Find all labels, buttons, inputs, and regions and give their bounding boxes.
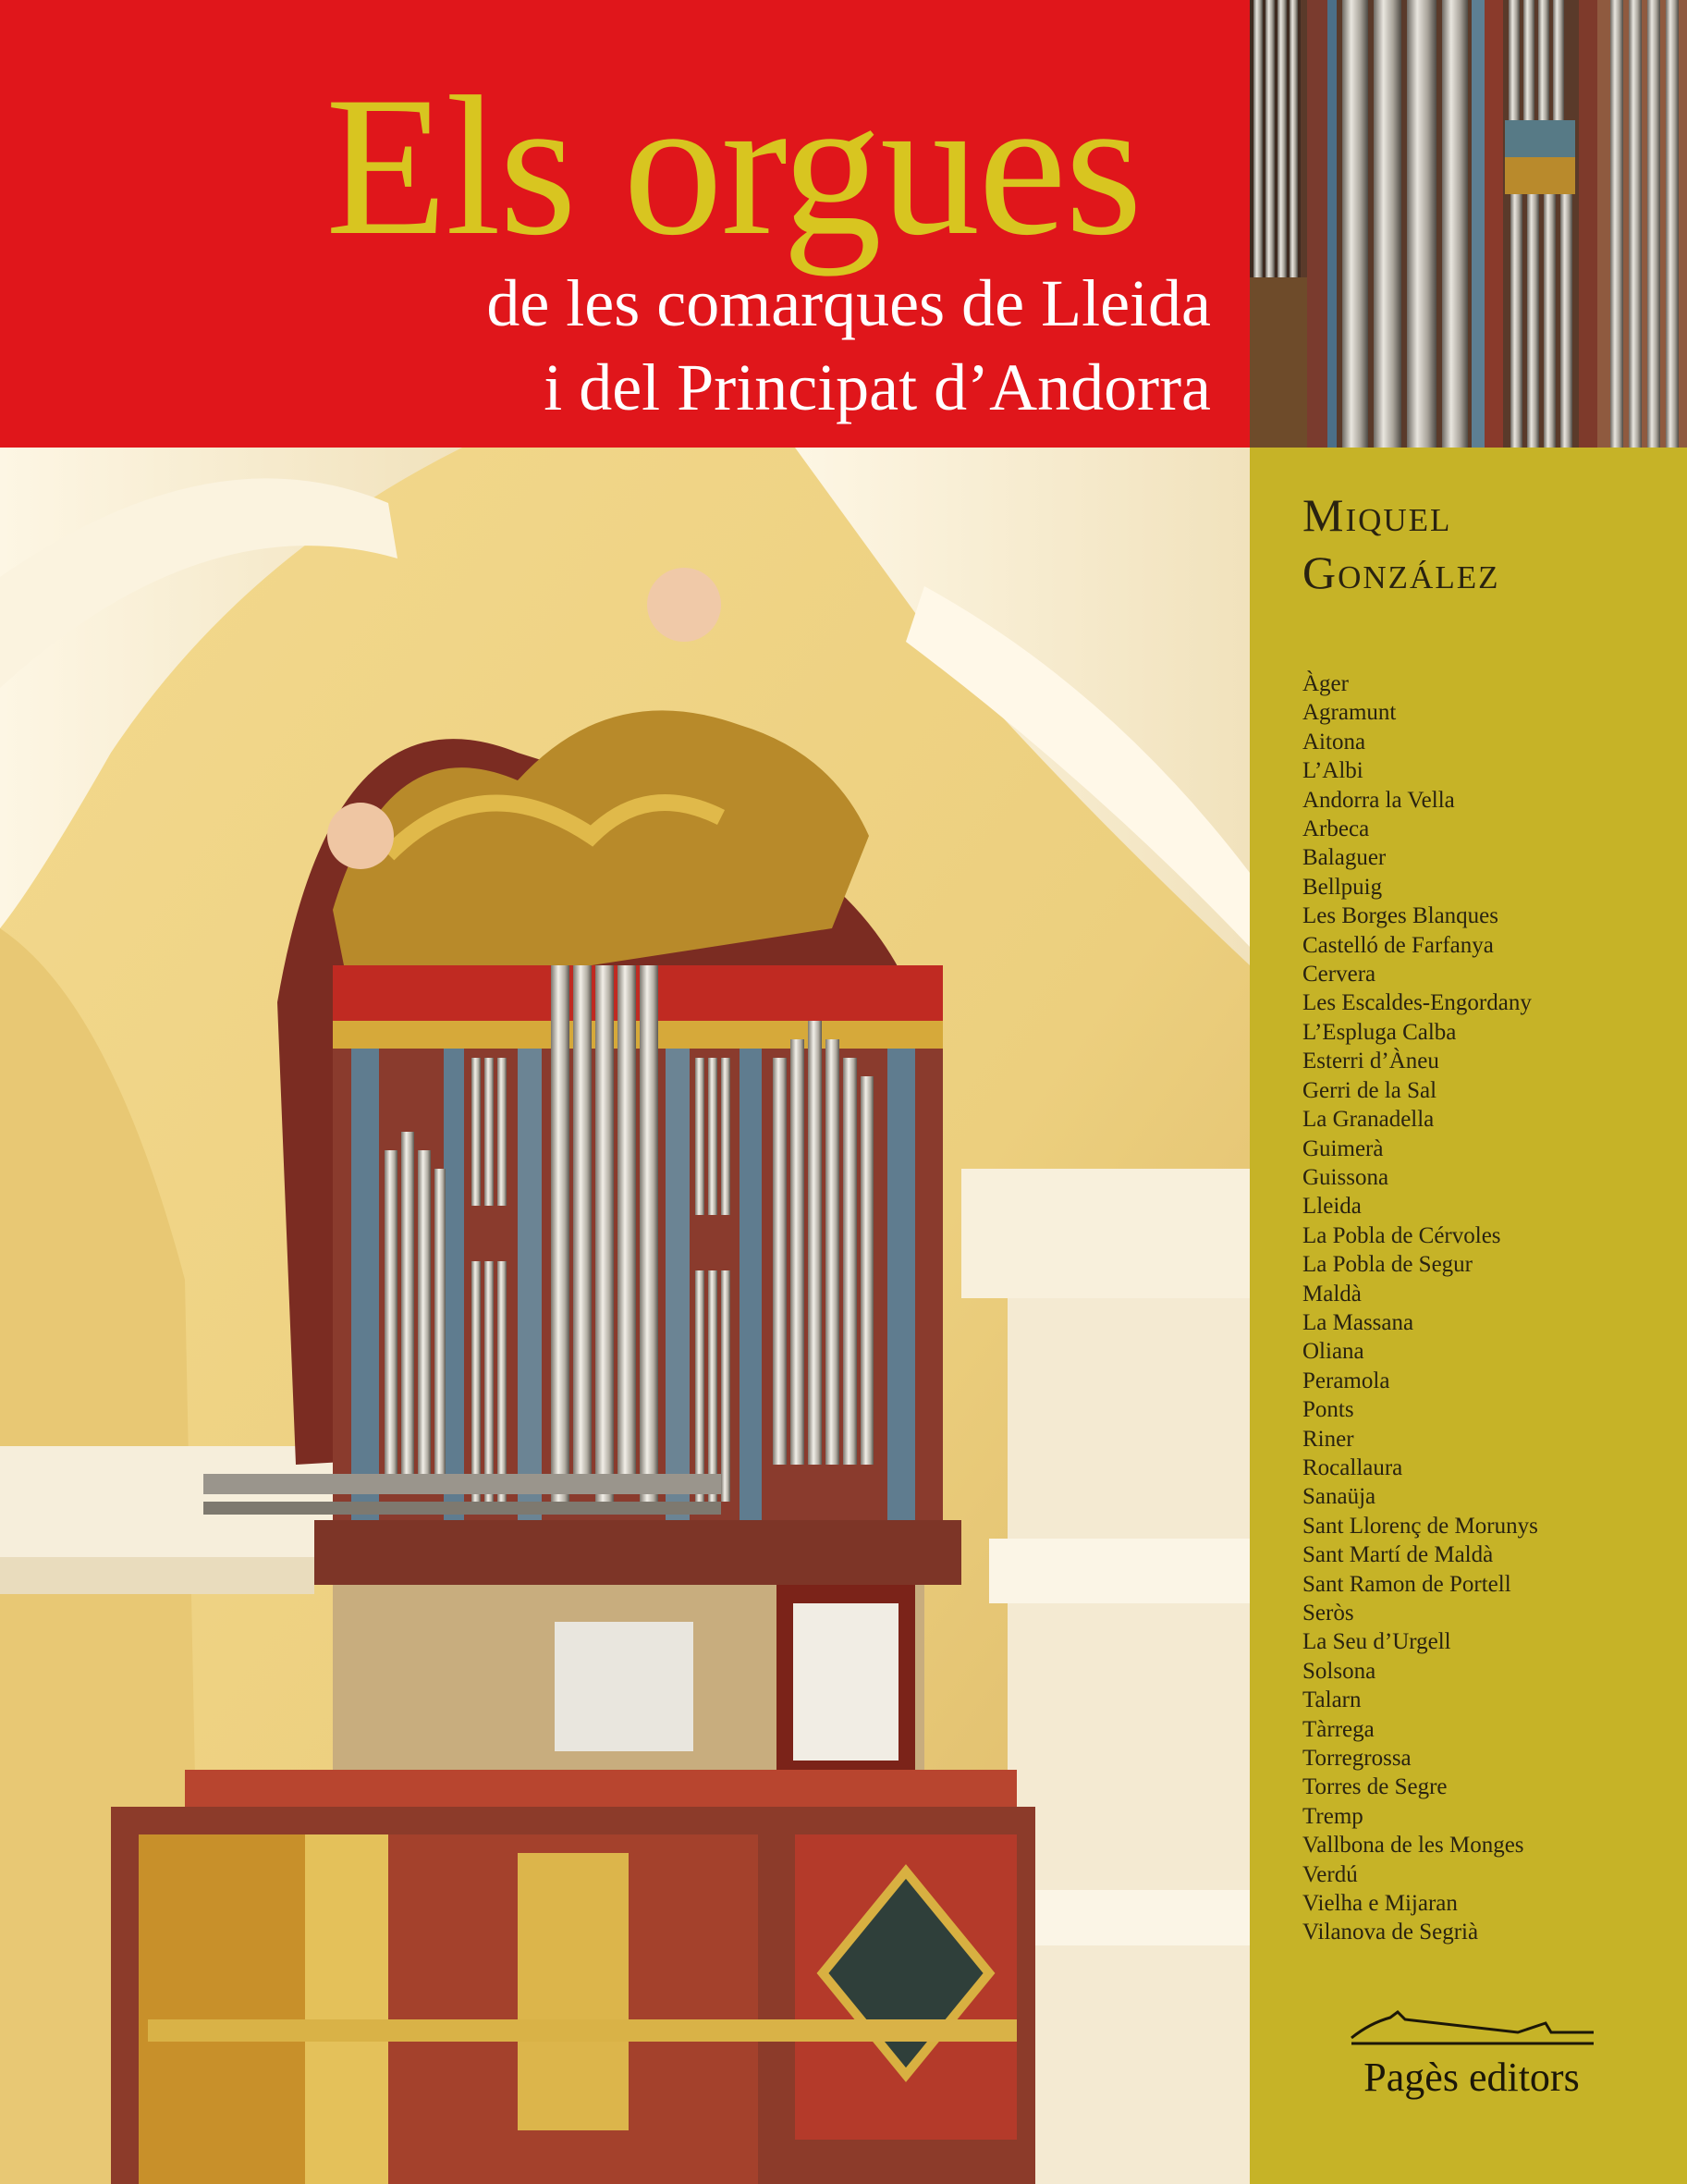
place-item: Arbeca — [1302, 816, 1370, 842]
organ-pipes-photo — [1250, 0, 1687, 448]
place-item: Guissona — [1302, 1164, 1389, 1190]
title-band — [0, 0, 1250, 448]
place-item: Vilanova de Segrià — [1302, 1920, 1479, 1945]
place-item: Aitona — [1302, 729, 1366, 755]
place-item: La Granadella — [1302, 1107, 1435, 1133]
place-item: Guimerà — [1302, 1135, 1384, 1161]
place-item: Seròs — [1302, 1601, 1354, 1626]
place-item: Andorra la Vella — [1302, 787, 1455, 813]
organ-photo — [0, 448, 1250, 2184]
place-item: L’Espluga Calba — [1302, 1019, 1457, 1045]
place-item: Balaguer — [1302, 845, 1387, 871]
place-item: Verdú — [1302, 1861, 1358, 1887]
author-name — [1302, 486, 1499, 601]
place-item: Agramunt — [1302, 700, 1397, 726]
place-item: Vielha e Mijaran — [1302, 1891, 1458, 1917]
sidebar — [1250, 448, 1687, 2184]
place-item: Ponts — [1302, 1397, 1354, 1423]
place-item: Maldà — [1302, 1281, 1362, 1307]
place-item: Tàrrega — [1302, 1716, 1375, 1742]
place-item: Torres de Segre — [1302, 1774, 1448, 1800]
place-item: Sant Ramon de Portell — [1302, 1571, 1511, 1597]
place-item: Àger — [1302, 671, 1349, 696]
place-item: Oliana — [1302, 1339, 1364, 1365]
subtitle-line-2: i del Principat d’Andorra — [544, 350, 1211, 424]
place-item: Riner — [1302, 1426, 1354, 1452]
place-item: La Seu d’Urgell — [1302, 1629, 1451, 1655]
place-item: Cervera — [1302, 962, 1376, 988]
places-list — [1302, 669, 1538, 1947]
place-item: Lleida — [1302, 1194, 1362, 1220]
place-item: La Pobla de Segur — [1302, 1252, 1473, 1278]
place-item: Peramola — [1302, 1368, 1390, 1393]
place-item: Sanaüja — [1302, 1484, 1376, 1510]
author-first-name: Miquel — [1302, 489, 1452, 541]
place-item: Les Borges Blanques — [1302, 903, 1499, 929]
place-item: La Pobla de Cérvoles — [1302, 1222, 1501, 1248]
publisher-name: Pagès editors — [1363, 2055, 1580, 2100]
place-item: Torregrossa — [1302, 1746, 1412, 1772]
place-item: Sant Martí de Maldà — [1302, 1542, 1494, 1568]
place-item: Sant Llorenç de Morunys — [1302, 1513, 1538, 1539]
place-item: Tremp — [1302, 1803, 1363, 1829]
place-item: Rocallaura — [1302, 1454, 1403, 1480]
author-last-name: González — [1302, 546, 1500, 598]
place-item: Bellpuig — [1302, 874, 1383, 900]
place-item: Les Escaldes-Engordany — [1302, 990, 1532, 1016]
place-item: Esterri d’Àneu — [1302, 1049, 1439, 1074]
place-item: Talarn — [1302, 1687, 1362, 1713]
place-item: Castelló de Farfanya — [1302, 932, 1494, 958]
publisher-logo — [1333, 1995, 1610, 2101]
place-item: La Massana — [1302, 1309, 1414, 1335]
book-title: Els orgues — [325, 55, 1141, 276]
place-item: Vallbona de les Monges — [1302, 1833, 1524, 1859]
place-item: L’Albi — [1302, 758, 1363, 784]
publisher-emblem-icon — [1333, 1995, 1610, 2051]
place-item: Gerri de la Sal — [1302, 1077, 1437, 1103]
subtitle-line-1: de les comarques de Lleida — [486, 266, 1211, 340]
place-item: Solsona — [1302, 1658, 1376, 1684]
